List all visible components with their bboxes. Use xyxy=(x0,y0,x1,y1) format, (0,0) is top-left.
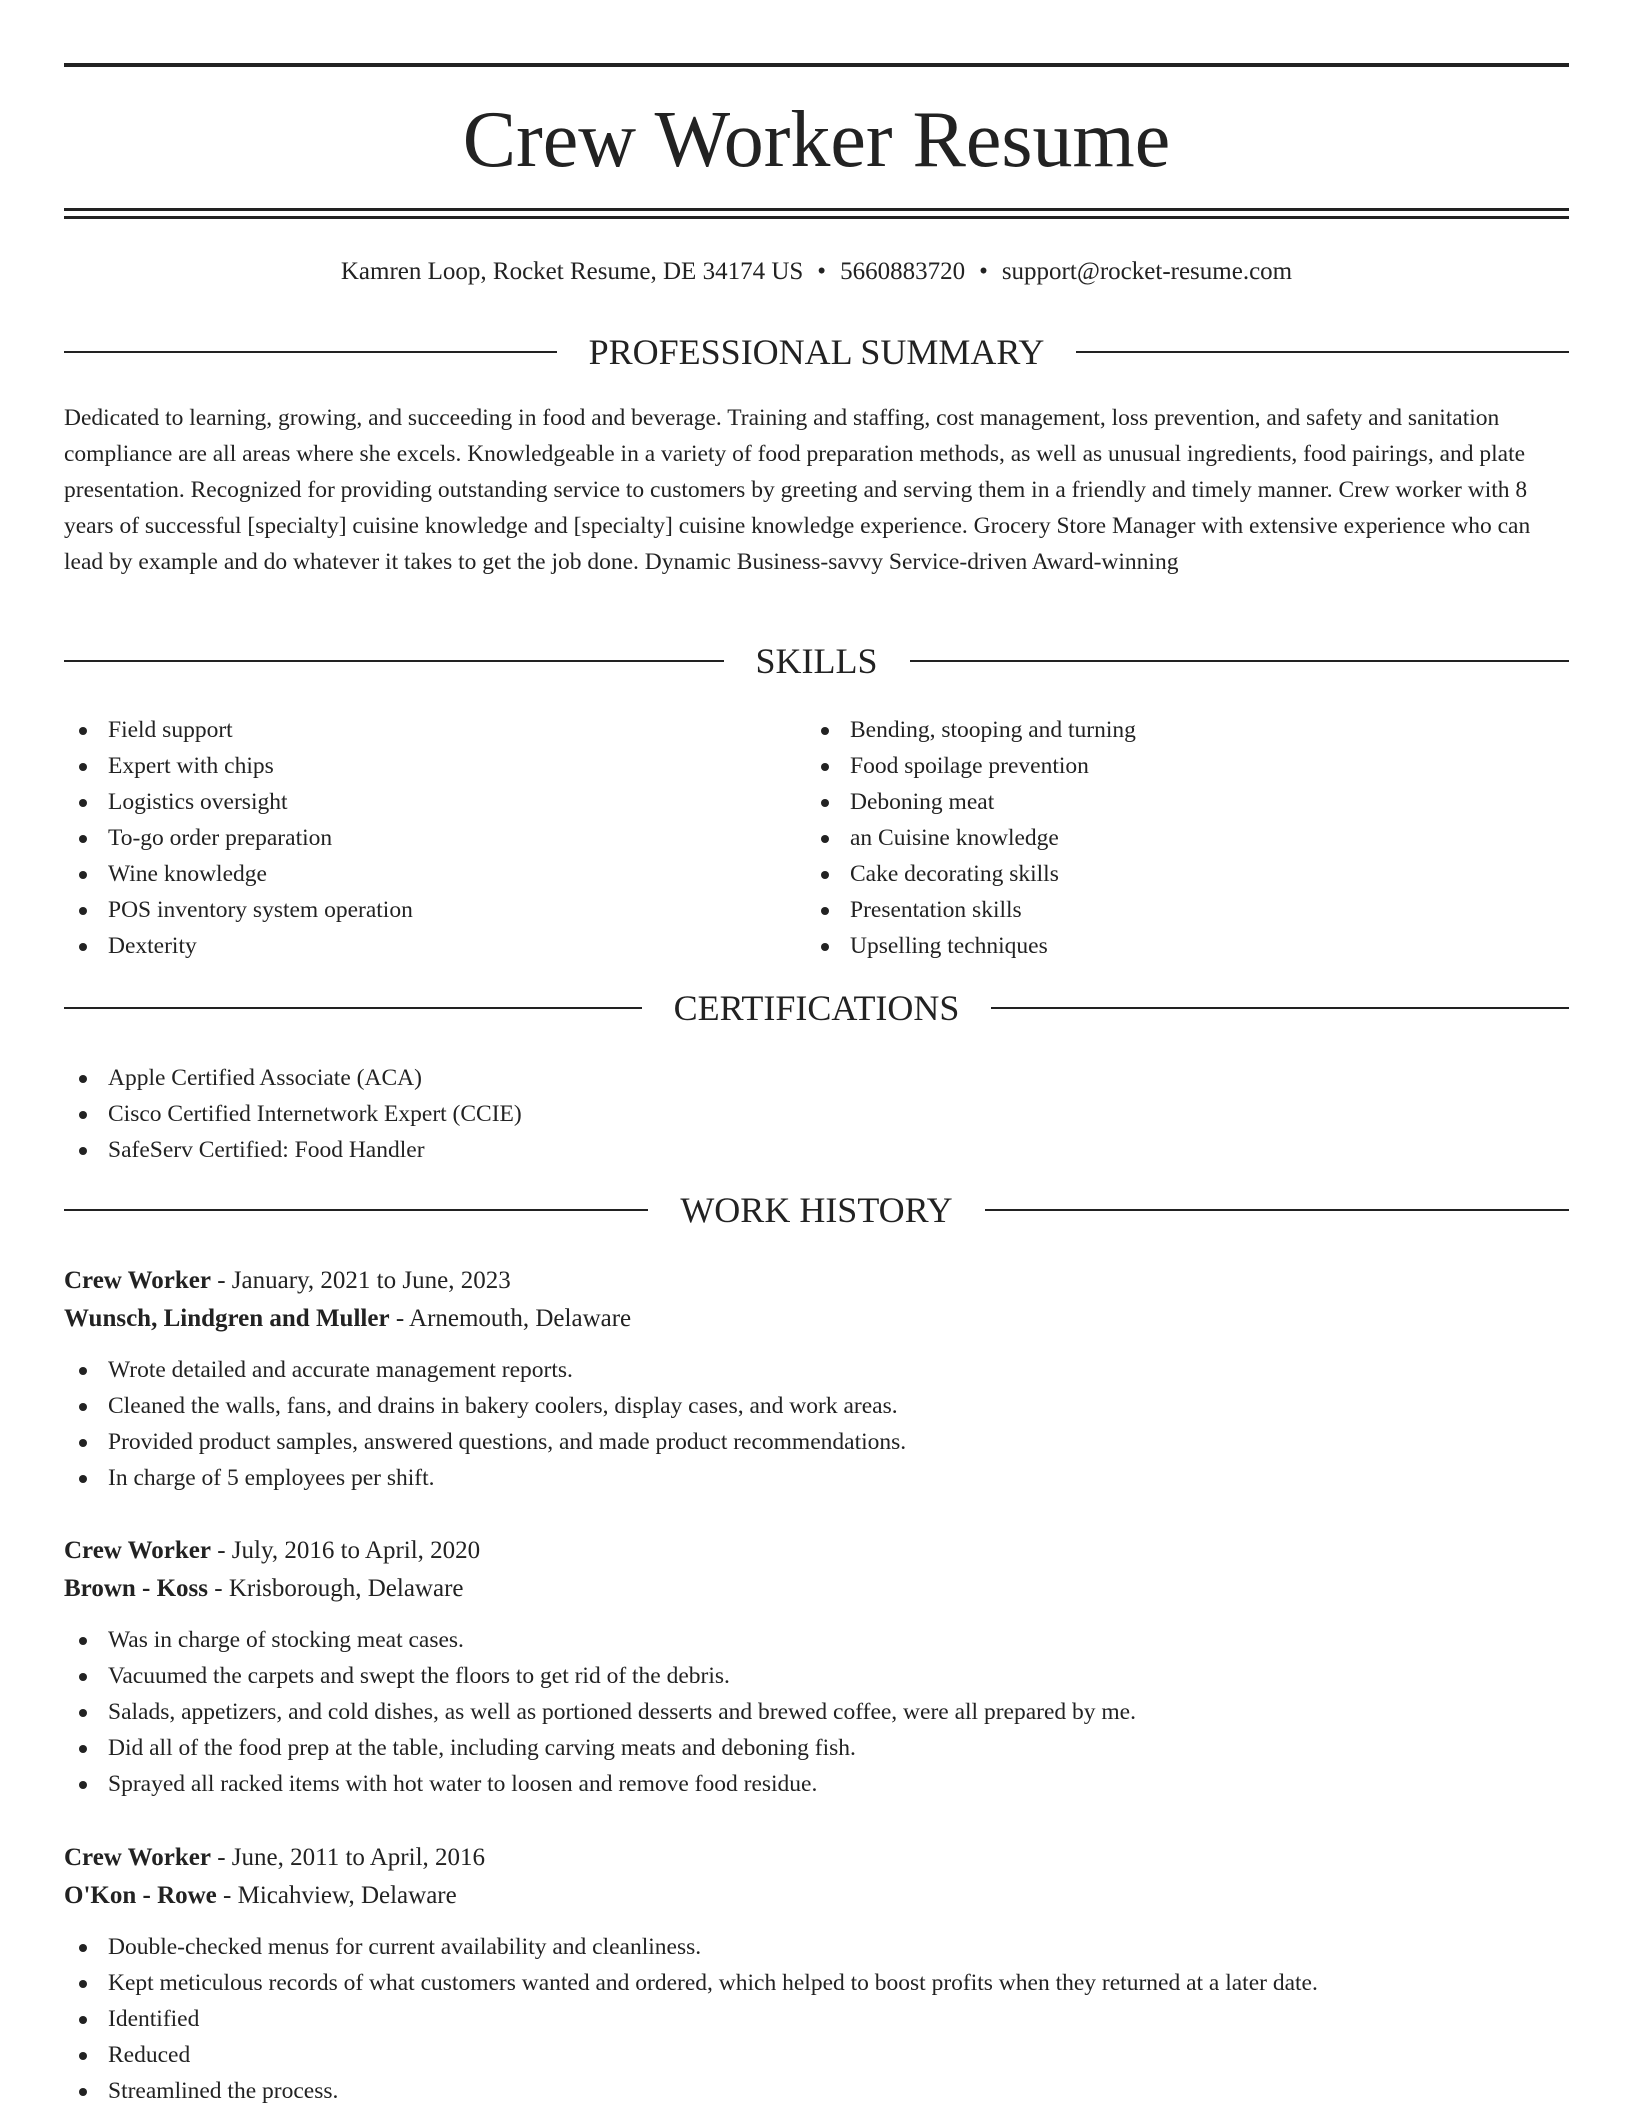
section-heading-work xyxy=(64,1187,1569,1233)
heading-rule xyxy=(64,1209,648,1211)
skill-item: Bending, stooping and turning xyxy=(806,712,1506,748)
job-company-line xyxy=(64,1877,1569,1915)
certification-item: Cisco Certified Internetwork Expert (CCIE) xyxy=(64,1096,1569,1132)
job-title: Crew Worker xyxy=(64,1844,211,1871)
certifications-list xyxy=(64,1060,1569,1168)
summary-text: Dedicated to learning, growing, and succeeding in food and beverage. Training and staffing, cost management, loss prevention, and safety and sanitation compliance are all areas where she excels. Knowledgeable in a variety of food preparation methods, as well as unusual ingredients, food pairings, and plate presentation. Recognized for providing outstanding service to customers by greeting and serving them in a friendly and timely manner. Crew worker with 8 years of successful [specialty] cuisine knowledge and [specialty] cuisine knowledge experience. Grocery Store Manager with extensive experience who can lead by example and do whatever it takes to get the job done. Dynamic Business-savvy Service-driven Award-winning xyxy=(64,405,1531,575)
job-title-line xyxy=(64,1262,1569,1300)
job-entry xyxy=(64,1532,1569,1802)
job-duty: Vacuumed the carpets and swept the floors to get rid of the debris. xyxy=(64,1658,1569,1694)
title-rule-lower xyxy=(64,216,1569,219)
section-title-skills: SKILLS xyxy=(755,641,878,681)
skill-item: Expert with chips xyxy=(64,748,764,784)
job-title-line xyxy=(64,1532,1569,1570)
job-duties-list xyxy=(64,1622,1569,1802)
heading-rule xyxy=(64,351,557,353)
job-duty: Salads, appetizers, and cold dishes, as well as portioned desserts and brewed coffee, were all prepared by me. xyxy=(64,1694,1569,1730)
heading-rule xyxy=(64,660,724,662)
contact-email: support@rocket-resume.com xyxy=(1001,258,1293,285)
heading-rule xyxy=(991,1007,1569,1009)
skill-item: Upselling techniques xyxy=(806,928,1506,964)
title-rule-upper xyxy=(64,208,1569,211)
skills-list-left xyxy=(64,712,764,964)
job-location: - Krisborough, Delaware xyxy=(214,1575,464,1602)
job-duty: Reduced xyxy=(64,2037,1569,2073)
job-duty: In charge of 5 employees per shift. xyxy=(64,1460,1569,1496)
section-heading-summary xyxy=(64,329,1569,375)
job-duties-list xyxy=(64,1352,1569,1496)
skill-item: Food spoilage prevention xyxy=(806,748,1506,784)
contact-separator: • xyxy=(817,258,827,285)
job-duty: Sprayed all racked items with hot water to loosen and remove food residue. xyxy=(64,1766,1569,1802)
skill-item: Cake decorating skills xyxy=(806,856,1506,892)
certification-item: Apple Certified Associate (ACA) xyxy=(64,1060,1569,1096)
skill-item: Logistics oversight xyxy=(64,784,764,820)
job-title: Crew Worker xyxy=(64,1267,211,1294)
job-location: - Arnemouth, Delaware xyxy=(395,1305,632,1332)
heading-rule xyxy=(985,1209,1569,1211)
certification-item: SafeServ Certified: Food Handler xyxy=(64,1132,1569,1168)
job-company: Wunsch, Lindgren and Muller xyxy=(64,1305,390,1332)
skill-item: Presentation skills xyxy=(806,892,1506,928)
skill-item: Dexterity xyxy=(64,928,764,964)
job-duty: Kept meticulous records of what customers wanted and ordered, which helped to boost profits when they returned at a later date. xyxy=(64,1965,1569,2001)
job-duties-list xyxy=(64,1929,1569,2109)
job-duty: Was in charge of stocking meat cases. xyxy=(64,1622,1569,1658)
job-entry xyxy=(64,1839,1569,2109)
skill-item: an Cuisine knowledge xyxy=(806,820,1506,856)
job-company-line xyxy=(64,1300,1569,1338)
job-duty: Cleaned the walls, fans, and drains in bakery coolers, display cases, and work areas. xyxy=(64,1388,1569,1424)
skill-item: Field support xyxy=(64,712,764,748)
job-duty: Streamlined the process. xyxy=(64,2073,1569,2109)
heading-rule xyxy=(910,660,1570,662)
section-title-certifications: CERTIFICATIONS xyxy=(673,988,960,1028)
skill-item: To-go order preparation xyxy=(64,820,764,856)
job-dates: - June, 2011 to April, 2016 xyxy=(217,1844,486,1871)
job-company: Brown - Koss xyxy=(64,1575,209,1602)
section-title-summary: PROFESSIONAL SUMMARY xyxy=(588,332,1045,372)
job-title-line xyxy=(64,1839,1569,1877)
contact-line xyxy=(64,254,1569,290)
resume-title: Crew Worker Resume xyxy=(462,96,1171,184)
skill-item: POS inventory system operation xyxy=(64,892,764,928)
job-entry xyxy=(64,1262,1569,1496)
job-duty: Wrote detailed and accurate management reports. xyxy=(64,1352,1569,1388)
heading-rule xyxy=(64,1007,642,1009)
job-duty: Double-checked menus for current availability and cleanliness. xyxy=(64,1929,1569,1965)
skill-item: Deboning meat xyxy=(806,784,1506,820)
section-heading-skills xyxy=(64,638,1569,684)
contact-separator: • xyxy=(979,258,988,285)
job-location: - Micahview, Delaware xyxy=(223,1882,457,1909)
job-company-line xyxy=(64,1570,1569,1608)
contact-address: Kamren Loop, Rocket Resume, DE 34174 US xyxy=(340,258,804,285)
section-title-work: WORK HISTORY xyxy=(680,1190,953,1230)
job-dates: - January, 2021 to June, 2023 xyxy=(217,1267,511,1294)
job-duty: Did all of the food prep at the table, including carving meats and deboning fish. xyxy=(64,1730,1569,1766)
top-rule xyxy=(64,63,1569,67)
heading-rule xyxy=(1076,351,1569,353)
job-company: O'Kon - Rowe xyxy=(64,1882,217,1909)
section-heading-certifications xyxy=(64,985,1569,1031)
job-dates: - July, 2016 to April, 2020 xyxy=(217,1537,481,1564)
job-title: Crew Worker xyxy=(64,1537,211,1564)
contact-phone: 5660883720 xyxy=(840,258,966,285)
skills-list-right xyxy=(806,712,1506,964)
job-duty: Identified xyxy=(64,2001,1569,2037)
skill-item: Wine knowledge xyxy=(64,856,764,892)
job-duty: Provided product samples, answered questions, and made product recommendations. xyxy=(64,1424,1569,1460)
